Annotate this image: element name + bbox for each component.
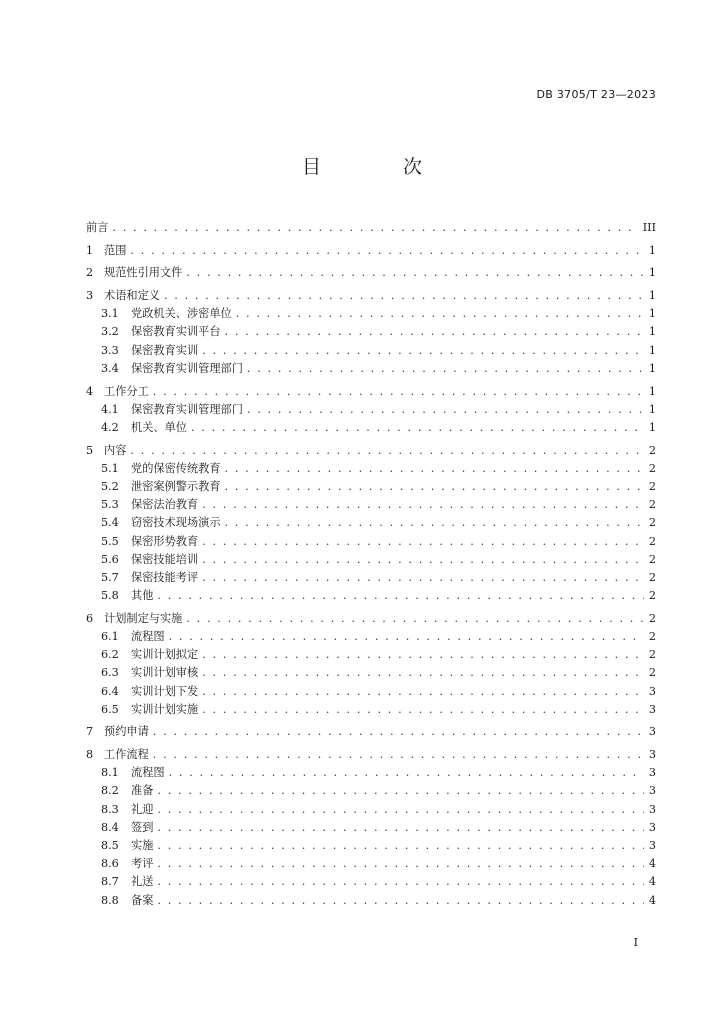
toc-entry-label: 其他 (131, 589, 154, 603)
toc-dot-leader (236, 305, 644, 323)
toc-entry-page: 3 (648, 820, 656, 834)
toc-entry-number: 8.2 (101, 784, 119, 798)
toc-entry-number: 5.3 (101, 498, 119, 512)
toc-entry-page: 1 (648, 325, 656, 339)
toc-entry[interactable] (86, 683, 656, 701)
toc-entry-number: 6 (86, 611, 94, 625)
toc-entry-label: 泄密案例警示教育 (131, 479, 221, 493)
toc-entry-label: 预约申请 (104, 725, 149, 739)
toc-entry-label: 礼送 (131, 875, 154, 889)
toc-dot-leader (202, 664, 644, 682)
toc-entry-number: 6.2 (101, 648, 119, 662)
toc-entry[interactable] (86, 855, 656, 873)
toc-entry-page: 2 (648, 570, 656, 584)
toc-entry-label: 保密法治教育 (131, 498, 199, 512)
toc-entry[interactable] (86, 533, 656, 551)
toc-entry-label: 考评 (131, 857, 154, 871)
toc-entry-label: 签到 (131, 820, 154, 834)
toc-dot-leader (157, 855, 644, 873)
toc-dot-leader (202, 533, 644, 551)
toc-entry-number: 7 (86, 725, 94, 739)
toc-entry-page: 1 (648, 289, 656, 303)
toc-entry-number: 5 (86, 443, 94, 457)
toc-entry-page: 3 (648, 766, 656, 780)
toc-entry-number: 8.7 (101, 875, 119, 889)
toc-entry[interactable] (86, 764, 656, 782)
toc-entry[interactable] (86, 460, 656, 478)
toc-entry-page: 2 (648, 552, 656, 566)
toc-entry-label: 礼迎 (131, 802, 154, 816)
toc-entry[interactable] (86, 782, 656, 800)
toc-entry-number: 5.4 (101, 516, 119, 530)
toc-entry-number: 3.3 (101, 343, 119, 357)
toc-entry-number: 3 (86, 289, 94, 303)
toc-entry[interactable] (86, 419, 656, 437)
toc-entry-page: 1 (648, 384, 656, 398)
toc-entry-page: 2 (648, 479, 656, 493)
toc-entry-page: 2 (648, 461, 656, 475)
toc-entry-page: 2 (648, 629, 656, 643)
toc-entry-number: 8.1 (101, 766, 119, 780)
toc-entry-label: 实训计划下发 (131, 684, 199, 698)
toc-entry[interactable] (86, 819, 656, 837)
toc-entry[interactable] (86, 569, 656, 587)
toc-entry[interactable] (86, 496, 656, 514)
toc-entry-page: 4 (648, 893, 656, 907)
toc-entry-page: 1 (648, 243, 656, 257)
toc-entry-label: 准备 (131, 784, 154, 798)
toc-entry-label: 内容 (104, 443, 127, 457)
toc-dot-leader (225, 460, 644, 478)
toc-entry-label: 党的保密传统教育 (131, 461, 221, 475)
toc-dot-leader (202, 496, 644, 514)
toc-entry-label: 工作流程 (104, 748, 149, 762)
toc-entry-page: 3 (648, 784, 656, 798)
toc-entry-page: 3 (648, 725, 656, 739)
toc-dot-leader (169, 628, 644, 646)
toc-dot-leader (191, 419, 644, 437)
toc-entry-label: 范围 (104, 243, 127, 257)
toc-dot-leader (247, 401, 644, 419)
toc-entry[interactable] (86, 383, 656, 401)
toc-entry-label: 前言 (86, 221, 109, 234)
toc-dot-leader (247, 360, 644, 378)
toc-entry-page: 4 (648, 857, 656, 871)
toc-entry[interactable] (86, 837, 656, 855)
toc-entry-label: 工作分工 (104, 384, 149, 398)
toc-entry[interactable] (86, 664, 656, 682)
toc-entry[interactable] (86, 287, 656, 305)
toc-entry-label: 备案 (131, 893, 154, 907)
toc-entry-number: 5.2 (101, 479, 119, 493)
toc-entry-label: 机关、单位 (131, 420, 187, 434)
toc-entry[interactable] (86, 442, 656, 460)
table-of-contents (86, 219, 656, 910)
toc-entry[interactable] (86, 892, 656, 910)
toc-entry-label: 实施 (131, 839, 154, 852)
toc-dot-leader (169, 764, 644, 782)
toc-entry[interactable] (86, 264, 656, 282)
toc-entry[interactable] (86, 242, 656, 260)
toc-entry[interactable] (86, 873, 656, 891)
toc-entry[interactable] (86, 514, 656, 532)
toc-entry-number: 8.6 (101, 857, 119, 871)
toc-entry-number: 4.2 (101, 420, 119, 434)
toc-entry[interactable] (86, 746, 656, 764)
toc-entry-number: 4.1 (101, 402, 119, 416)
toc-entry-label: 计划制定与实施 (104, 611, 183, 625)
toc-entry-page: 2 (648, 534, 656, 548)
toc-entry-page: 3 (648, 702, 656, 716)
toc-entry-label: 保密教育实训 (131, 343, 199, 357)
toc-entry[interactable] (86, 360, 656, 378)
toc-entry-page: 3 (648, 802, 656, 816)
toc-dot-leader (153, 723, 644, 741)
toc-entry[interactable] (86, 587, 656, 605)
toc-entry-label: 保密教育实训管理部门 (131, 402, 243, 416)
toc-entry[interactable] (86, 723, 656, 741)
toc-entry-label: 流程图 (131, 766, 165, 780)
toc-entry-label: 流程图 (131, 629, 165, 643)
toc-dot-leader (202, 683, 644, 701)
toc-entry-page: 2 (648, 666, 656, 680)
toc-dot-leader (157, 587, 644, 605)
toc-entry-number: 5.8 (101, 589, 119, 603)
toc-entry-label: 党政机关、涉密单位 (131, 307, 232, 321)
toc-entry-number: 6.3 (101, 666, 119, 680)
page-number: I (633, 936, 638, 949)
toc-entry[interactable] (86, 701, 656, 719)
toc-entry-number: 3.1 (101, 307, 119, 321)
toc-entry-number: 8.3 (101, 802, 119, 816)
toc-entry-number: 3.2 (101, 325, 119, 339)
toc-entry-page: 2 (648, 498, 656, 512)
toc-dot-leader (157, 819, 644, 837)
toc-entry-page: 2 (648, 611, 656, 625)
toc-entry[interactable] (86, 401, 656, 419)
toc-entry-number: 5.1 (101, 461, 119, 475)
toc-dot-leader (202, 551, 644, 569)
toc-dot-leader (186, 610, 644, 628)
toc-entry-number: 4 (86, 384, 94, 398)
toc-entry-number: 5.5 (101, 534, 119, 548)
toc-entry-number: 2 (86, 266, 94, 280)
toc-dot-leader (153, 383, 644, 401)
toc-dot-leader (157, 837, 644, 855)
toc-entry-page: III (642, 221, 656, 234)
toc-entry-number: 5.6 (101, 552, 119, 566)
toc-entry-page: 1 (648, 402, 656, 416)
toc-entry-number: 5.7 (101, 570, 119, 584)
toc-entry-label: 保密教育实训平台 (131, 325, 221, 339)
toc-dot-leader (202, 646, 644, 664)
toc-entry[interactable] (86, 323, 656, 341)
toc-entry[interactable] (86, 628, 656, 646)
toc-dot-leader (112, 219, 638, 237)
toc-entry-number: 6.1 (101, 629, 119, 643)
toc-entry-page: 2 (648, 589, 656, 603)
toc-entry-label: 实训计划实施 (131, 702, 199, 716)
toc-entry-label: 实训计划审核 (131, 666, 199, 680)
toc-entry-label: 窃密技术现场演示 (131, 516, 221, 530)
toc-entry-page: 2 (648, 516, 656, 530)
toc-entry-page: 2 (648, 443, 656, 457)
toc-entry-page: 1 (648, 420, 656, 434)
toc-entry-label: 保密教育实训管理部门 (131, 361, 243, 375)
toc-entry[interactable] (86, 646, 656, 664)
toc-dot-leader (225, 514, 644, 532)
toc-dot-leader (153, 746, 644, 764)
toc-entry-number: 8.8 (101, 893, 119, 907)
toc-entry-page: 3 (648, 839, 656, 852)
toc-entry-number: 8 (86, 748, 94, 762)
toc-dot-leader (164, 287, 644, 305)
toc-entry[interactable] (86, 551, 656, 569)
toc-entry-page: 1 (648, 343, 656, 357)
toc-dot-leader (157, 873, 644, 891)
toc-dot-leader (225, 323, 644, 341)
toc-entry-number: 1 (86, 243, 94, 257)
toc-entry-label: 实训计划拟定 (131, 648, 199, 662)
toc-dot-leader (130, 242, 644, 260)
toc-entry-label: 规范性引用文件 (104, 266, 183, 280)
toc-entry-number: 6.4 (101, 684, 119, 698)
toc-entry[interactable] (86, 801, 656, 819)
toc-entry-number: 8.5 (101, 839, 119, 852)
toc-entry-label: 保密技能培训 (131, 552, 199, 566)
toc-entry-number: 3.4 (101, 361, 119, 375)
toc-dot-leader (157, 801, 644, 819)
toc-dot-leader (202, 701, 644, 719)
toc-entry-page: 3 (648, 748, 656, 762)
toc-entry[interactable] (86, 219, 656, 237)
toc-entry-page: 4 (648, 875, 656, 889)
toc-dot-leader (157, 782, 644, 800)
toc-dot-leader (186, 264, 644, 282)
toc-entry-page: 1 (648, 307, 656, 321)
toc-entry[interactable] (86, 305, 656, 323)
toc-entry-number: 8.4 (101, 820, 119, 834)
toc-entry-label: 术语和定义 (104, 289, 160, 303)
toc-title: 目 次 (301, 156, 461, 178)
toc-dot-leader (202, 342, 644, 360)
toc-entry-page: 3 (648, 684, 656, 698)
toc-entry[interactable] (86, 478, 656, 496)
toc-dot-leader (157, 892, 644, 910)
toc-entry-number: 6.5 (101, 702, 119, 716)
toc-entry-page: 1 (648, 266, 656, 280)
toc-entry-label: 保密技能考评 (131, 570, 199, 584)
toc-entry-page: 2 (648, 648, 656, 662)
document-code: DB 3705/T 23—2023 (536, 88, 656, 101)
toc-dot-leader (202, 569, 644, 587)
toc-entry[interactable] (86, 342, 656, 360)
toc-entry-page: 1 (648, 361, 656, 375)
toc-dot-leader (130, 442, 644, 460)
toc-dot-leader (225, 478, 644, 496)
toc-entry-label: 保密形势教育 (131, 534, 199, 548)
toc-entry[interactable] (86, 610, 656, 628)
